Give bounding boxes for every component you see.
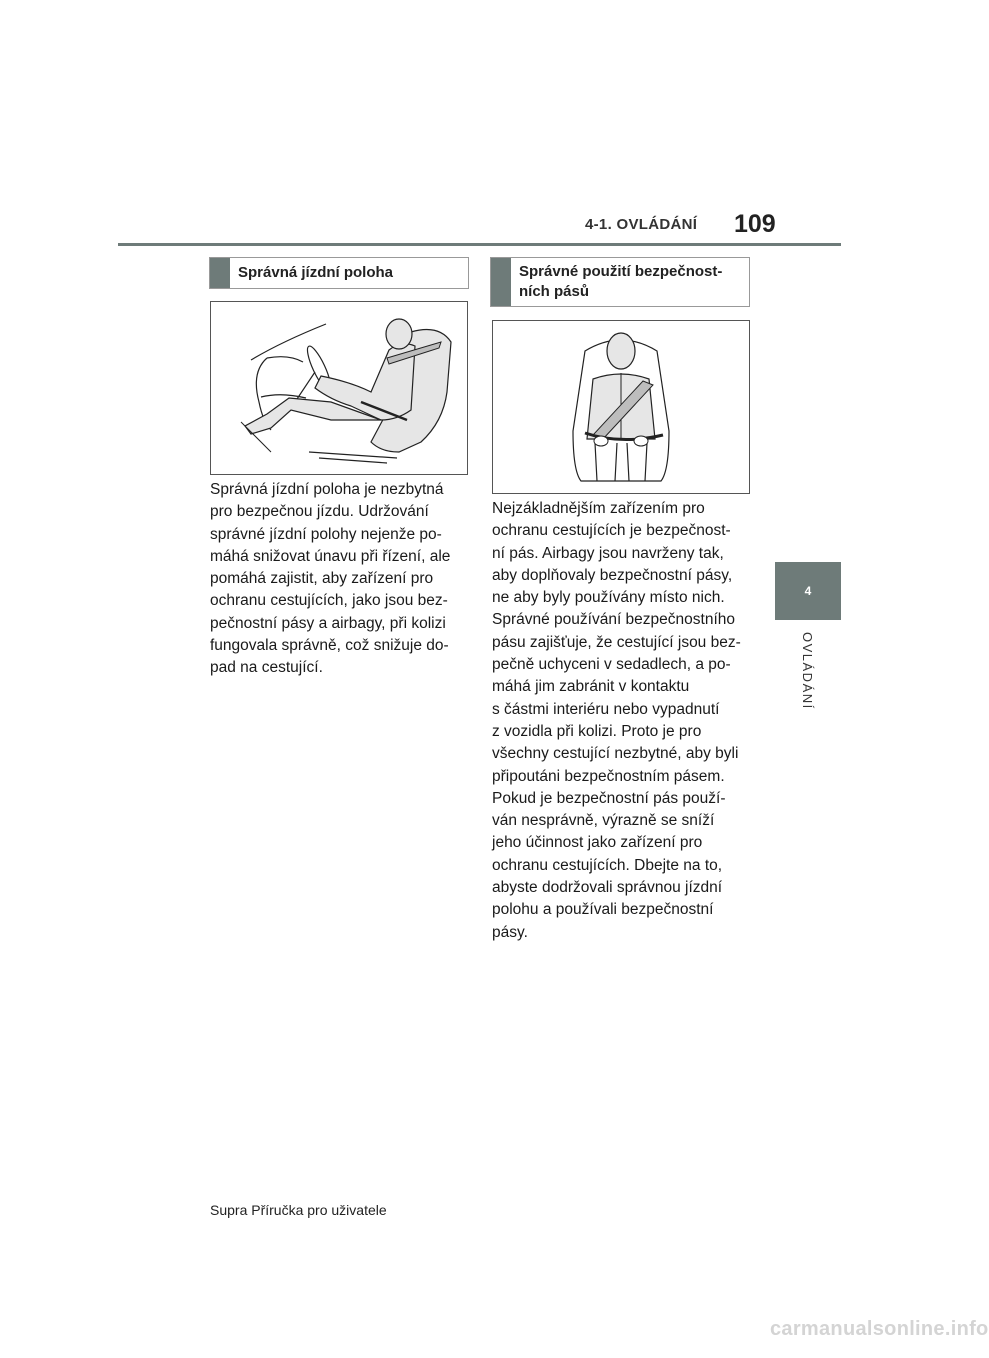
right-heading-text: Správné použití bezpečnost- ních pásů [519,263,723,300]
footer-manual-title: Supra Příručka pro uživatele [210,1202,387,1218]
header-divider [118,243,841,246]
right-paragraph: Nejzákladnějším zařízením pro ochranu cestujících je bezpečnost- ní pás. Airbagy jsou navrženy tak, aby doplňovaly bezpečnostní pásy, ne aby byly používány místo nich. Správné používání bezpečnostního pásu zajišťuje, že cestující jsou bez- pečně uchyceni v sedadlech, a po- máhá jim zabránit v kontaktu s částmi interiéru nebo vypadnutí z vozidla při kolizi. Proto je pro všechny cestující nezbytné, aby byli připoutáni bezpečnostním pásem. Pokud je bezpečnostní pás použí- ván nesprávně, výrazně se sníží jeho účinnost jako zařízení pro ochranu cestujících. Dbejte na to, abyste dodržovali správnou jízdní polohu a používali bezpečnostní pásy. [492,500,741,941]
heading-accent-bar [210,258,230,288]
page-number: 109 [734,210,776,238]
watermark[interactable]: carmanualsonline.info [770,1318,989,1340]
chapter-tab[interactable] [775,562,841,620]
driving-position-drawing [211,302,467,474]
left-heading-text: Správná jízdní poloha [238,264,394,281]
left-paragraph: Správná jízdní poloha je nezbytná pro bezpečnou jízdu. Udržování správné jízdní polohy nejenže po- máhá snižovat únavu při řízení, ale pomáhá zajistit, aby zařízení pro ochranu cestujících, jako jsou bez- pečnostní pásy a airbagy, při kolizi fungovala správně, což snižuje do- pad na cestující. [210,481,451,677]
right-section-heading [490,257,750,307]
seatbelt-usage-illustration [492,320,750,494]
section-title: 4-1. OVLÁDÁNÍ [585,216,698,233]
driving-position-illustration [210,301,468,475]
chapter-tab-number: 4 [804,584,812,598]
left-section-heading [209,257,469,289]
heading-accent-bar [491,258,511,306]
chapter-tab-label: OVLÁDÁNÍ [800,632,815,710]
seatbelt-usage-drawing [493,321,749,493]
